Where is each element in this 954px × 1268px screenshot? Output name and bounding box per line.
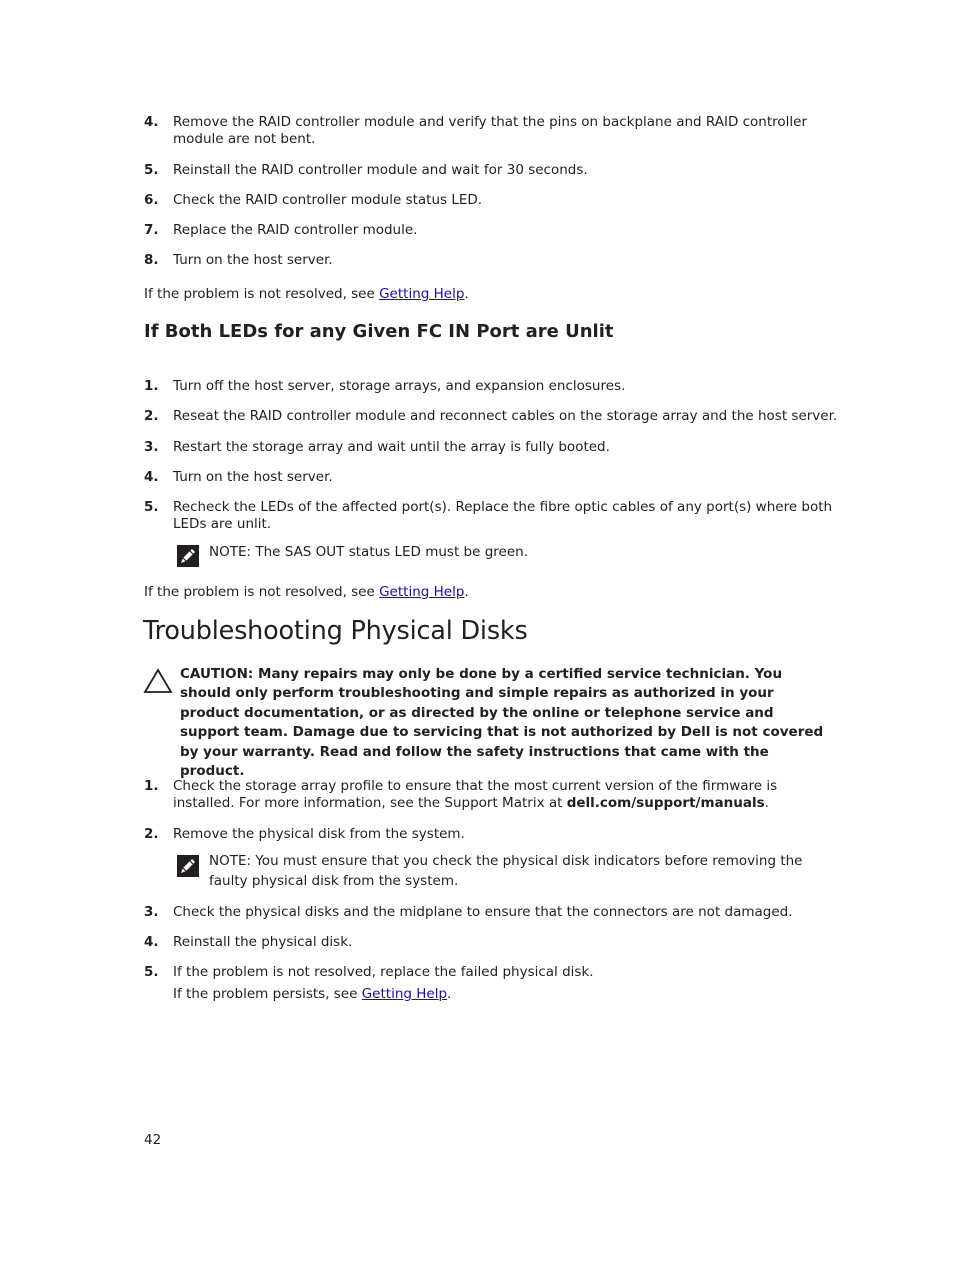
caution-notice: CAUTION: Many repairs may only be done by a certified service technician. You should only perform troubleshooting and simple repairs as authorized in your product documentation, or as directed by the online or telephone service and support team. Damage due to servicing that is not authorized by Dell is not covered by your warranty. Read and follow the safety instructions that came with the product. — [180, 666, 824, 780]
help-text: If the problem is not resolved, see — [144, 584, 380, 600]
persist-text: If the problem persists, see — [173, 986, 362, 1002]
help-text: If the problem is not resolved, see — [144, 286, 380, 302]
note-pencil-icon — [177, 855, 199, 877]
note-text — [209, 851, 834, 891]
section-heading: If Both LEDs for any Given FC IN Port are Unlit — [144, 321, 614, 342]
help-paragraph — [144, 584, 469, 601]
list-number: 3. — [144, 439, 159, 455]
help-suffix: . — [464, 286, 469, 302]
list-number: 5. — [144, 964, 159, 980]
list-item-text: If the problem is not resolved, replace the failed physical disk. — [173, 964, 594, 980]
getting-help-link[interactable]: Getting Help — [379, 286, 465, 302]
list-item-text: Remove the RAID controller module and verify that the pins on backplane and RAID controller module are not bent. — [173, 114, 808, 147]
note-label: NOTE: — [209, 853, 252, 869]
page-number: 42 — [144, 1132, 162, 1148]
support-url: dell.com/support/manuals — [566, 795, 765, 811]
list-number: 4. — [144, 114, 159, 130]
getting-help-link[interactable]: Getting Help — [361, 986, 448, 1002]
list-item-text: Turn off the host server, storage arrays, and expansion enclosures. — [173, 378, 626, 394]
list-item-text: Replace the RAID controller module. — [173, 222, 418, 238]
note-body: The SAS OUT status LED must be green. — [251, 544, 528, 560]
list-number: 5. — [144, 499, 159, 515]
caution-triangle-icon — [143, 668, 173, 694]
list-item-text: Remove the physical disk from the system. — [173, 826, 465, 842]
list-number: 7. — [144, 222, 159, 238]
list-number: 8. — [144, 252, 159, 268]
list-number: 1. — [144, 778, 159, 794]
list-item-text: Reinstall the RAID controller module and wait for 30 seconds. — [173, 162, 588, 178]
list-number: 5. — [144, 162, 159, 178]
list-number: 2. — [144, 826, 159, 842]
list-item-text — [173, 778, 833, 812]
getting-help-link[interactable]: Getting Help — [379, 584, 465, 600]
list-item-text: Check the physical disks and the midplane to ensure that the connectors are not damaged. — [173, 904, 793, 920]
list-item-text: Reinstall the physical disk. — [173, 934, 353, 950]
list-number: 2. — [144, 408, 159, 424]
persist-suffix: . — [447, 986, 452, 1002]
list-number: 3. — [144, 904, 159, 920]
list-item-text: Turn on the host server. — [173, 469, 333, 485]
list-item-text: Recheck the LEDs of the affected port(s). Replace the fibre optic cables of any port(s) where both LEDs are unlit. — [173, 499, 833, 532]
list-item-suffix: . — [764, 795, 769, 811]
note-label: NOTE: — [209, 544, 252, 560]
list-number: 6. — [144, 192, 159, 208]
note-pencil-icon — [177, 545, 199, 567]
list-item-text: Turn on the host server. — [173, 252, 333, 268]
list-item-text: Restart the storage array and wait until the array is fully booted. — [173, 439, 610, 455]
help-suffix: . — [464, 584, 469, 600]
note-body: You must ensure that you check the physical disk indicators before removing the faulty physical disk from the system. — [209, 853, 803, 889]
page-title: Troubleshooting Physical Disks — [143, 616, 528, 646]
note-text — [209, 542, 834, 562]
list-number: 4. — [144, 469, 159, 485]
persist-paragraph — [173, 986, 833, 1003]
list-item-body: Check the storage array profile to ensure that the most current version of the firmware is installed. For more information, see the Support Matrix at — [173, 778, 778, 811]
help-paragraph — [144, 286, 469, 303]
list-number: 4. — [144, 934, 159, 950]
list-number: 1. — [144, 378, 159, 394]
list-item-text: Check the RAID controller module status LED. — [173, 192, 483, 208]
list-item-text: Reseat the RAID controller module and reconnect cables on the storage array and the host server. — [173, 408, 838, 424]
